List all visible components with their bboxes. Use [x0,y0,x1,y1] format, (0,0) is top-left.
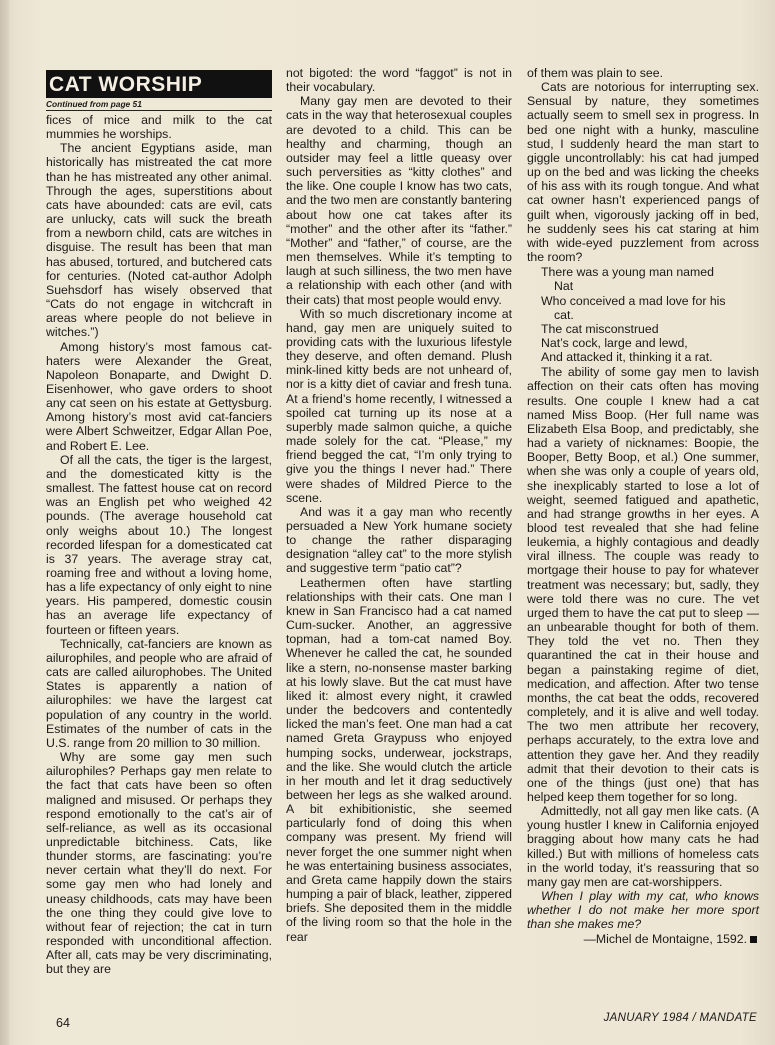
poem-line: And attacked it, thinking it a rat. [541,350,713,365]
poem-line: Who conceived a mad love for his [541,293,726,308]
paragraph: Cats are notorious for interrupting sex. Sensual by nature, they sometimes actually seem to smell sex in progress. In bed one night with a hunky, masculine stud, I suddenly heard the man start to giggle uncontrollably: his cat had jumped up on the bed and was licking the cheeks of his ass with its rough tongue. And what cat owner hasn’t experienced pangs of guilt when, vigorously jacking off in bed, he suddenly sees his cat staring at him with wide-eyed puzzlement from across the room? [527,80,759,265]
quote-attribution [527,932,759,946]
paragraph: of them was plain to see. [527,66,664,80]
end-mark-icon [750,936,757,943]
column-1 [46,68,272,977]
continued-note: Continued from page 51 [46,99,272,111]
column-2 [286,66,512,944]
column-3 [527,66,759,946]
paragraph: Among history’s most famous cat-haters were Alexander the Great, Napoleon Bonaparte, and Dwight D. Eisenhower, who gave orders to shoot any cat seen on his estate at Gettysburg. Among history’s most avid cat-fanciers were Albert Schweitzer, Edgar Allan Poe, and Robert E. Lee. [46,339,272,453]
poem-line: Nat’s cock, large and lewd, [541,335,688,350]
poem-line: There was a young man named [541,265,714,280]
poem-line: The cat misconstrued [541,321,659,336]
paragraph: Technically, cat-fanciers are known as ailurophiles, and people who are afraid of cats are called ailurophobes. The United States is apparently a nation of ailurophiles: we have the largest cat population of any country in the world. Estimates of the number of cats in the U.S. range from 20 million to 30 million. [46,636,272,750]
paragraph: Of all the cats, the tiger is the largest, and the domesticated kitty is the smallest. The fattest house cat on record was an English pet who weighed 42 pounds. (The average household cat only weighs about 10.) The longest recorded lifespan for a domesticated cat is 37 years. The average stray cat, roaming free and without a loving home, has a life expectancy of only eight to nine years. His pampered, domestic cousin has an average life expectancy of fourteen or fifteen years. [46,452,272,637]
article-title: CAT WORSHIP [46,70,272,98]
paragraph: The ability of some gay men to lavish affection on their cats often has moving results. One couple I knew had a cat named Miss Boop. (Her full name was Elizabeth Elsa Boop, and predictably, she had a variety of nicknames: Boopie, the Booper, Betty Boop, et al.) One summer, when she was only a couple of years old, she inexplicably started to lose a lot of weight, seemed fatigued and apathetic, and had strange growths in her eyes. A blood test revealed that she had feline leukemia, a highly contagious and deadly viral illness. The couple was ready to mortgage their house to pay for whatever treatment was necessary; but, sadly, they were told there was no cure. The vet urged them to have the cat put to sleep — an unbearable thought for both of them. They told the vet no. Then they quarantined the cat in their house and began a painstaking regime of diet, medication, and affection. After two tense months, the cat beat the odds, recovered completely, and it is alive and well today. The two men attribute her recovery, perhaps accurately, to the extra love and attention they gave her. And they readily admit that their devotion to their cats is one of the things (just one) that has helped keep them together for so long. [527,365,759,804]
paragraph: Why are some gay men such ailurophiles? Perhaps gay men relate to the fact that cats have been so often maligned and misused. Or perhaps they respond emotionally to the cat’s air of self-reliance, as well as its occasional unpredictable bitchiness. Cats, like thunder storms, are fascinating: you’re never certain what they’ll do next. For some gay men who had lonely and uneasy childhoods, cats may have been the one thing they could give love to without fear of rejection; the cat in turn responded with unconditional affection. After all, cats may be very discriminating, but they are [46,750,272,977]
page-number: 64 [56,1016,70,1030]
closing-quote [527,889,759,931]
paragraph: Many gay men are devoted to their cats in the way that heterosexual couples are devoted to a child. This can be healthy and charming, though an outsider may feel a little queasy over such perversities as “kitty clothes” and the like. One couple I know has two cats, and the two men are constantly bantering about how one cat takes after its “mother” and the other after its “father.” “Mother” and “father,” of course, are the men themselves. While it’s tempting to laugh at such silliness, the two men have a relationship with each other (and with their cats) that most people would envy. [286,94,512,307]
poem-line: Nat [554,279,574,294]
quote-text: When I play with my cat, who knows whether I do not make her more sport than she makes me? [527,889,759,932]
limerick [527,265,759,364]
issue-footer: JANUARY 1984 / MANDATE [603,1012,757,1024]
page-gutter-shadow [0,0,9,1045]
attribution-text: —Michel de Montaigne, 1592. [583,931,747,946]
paragraph: With so much discretionary income at hand, gay men are uniquely suited to providing cats with the luxurious lifestyle they deserve, and often demand. Plush mink-lined kitty beds are not unheard of, nor is a kitty diet of caviar and fresh tuna. At a friend’s home recently, I witnessed a spoiled cat turning up its nose at a superbly made salmon quiche, a quiche made solely for the cat. “Please,” my friend begged the cat, “I’m only trying to give you the things I never had.” There were shades of Mildred Pierce to the scene. [286,306,512,505]
paragraph: not bigoted: the word “faggot” is not in their vocabulary. [286,66,512,95]
paragraph: Leathermen often have startling relationships with their cats. One man I knew in San Francisco had a cat named Cum-sucker. Another, an aggressive topman, had a tom-cat named Boy. Whenever he called the cat, he sounded like a stern, no-nonsense master barking at his lowly slave. But the cat must have liked it: almost every night, it crawled under the bedcovers and contentedly licked the man’s feet. One man had a cat named Greta Graypuss who enjoyed humping socks, underwear, jockstraps, and the like. She would clutch the article in her mouth and let it drag seductively between her legs as she walked around. A bit exhibitionistic, she seemed particularly fond of doing this when company was present. My friend will never forget the one summer night when he was entertaining business associates, and Greta came happily down the stairs humping a pair of black, leather, zippered briefs. She deposited them in the middle of the living room so that the hole in the rear [286,575,512,944]
paragraph: fices of mice and milk to the cat mummies he worships. [46,113,272,142]
paragraph: Admittedly, not all gay men like cats. (A young hustler I knew in California enjoyed bragging about how many cats he had killed.) But with millions of homeless cats in the world today, it’s reassuring that so many gay men are cat-worshippers. [527,804,759,889]
paragraph: The ancient Egyptians aside, man historically has mistreated the cat more than he has mistreated any other animal. Through the ages, superstitions about cats have abounded: cats are evil, cats are unlucky, cats will suck the breath from a newborn child, cats are witches in disguise. The result has been that man has abused, tortured, and butchered cats for centuries. (Noted cat-author Adolph Suehsdorf has wisely observed that “Cats do not engage in witchcraft in areas where people do not believe in witches.”) [46,141,272,340]
paragraph: And was it a gay man who recently persuaded a New York humane society to change the rather disparaging designation “alley cat” to the more stylish and suggestive term “patio cat”? [286,504,512,576]
poem-line: cat. [554,307,574,322]
